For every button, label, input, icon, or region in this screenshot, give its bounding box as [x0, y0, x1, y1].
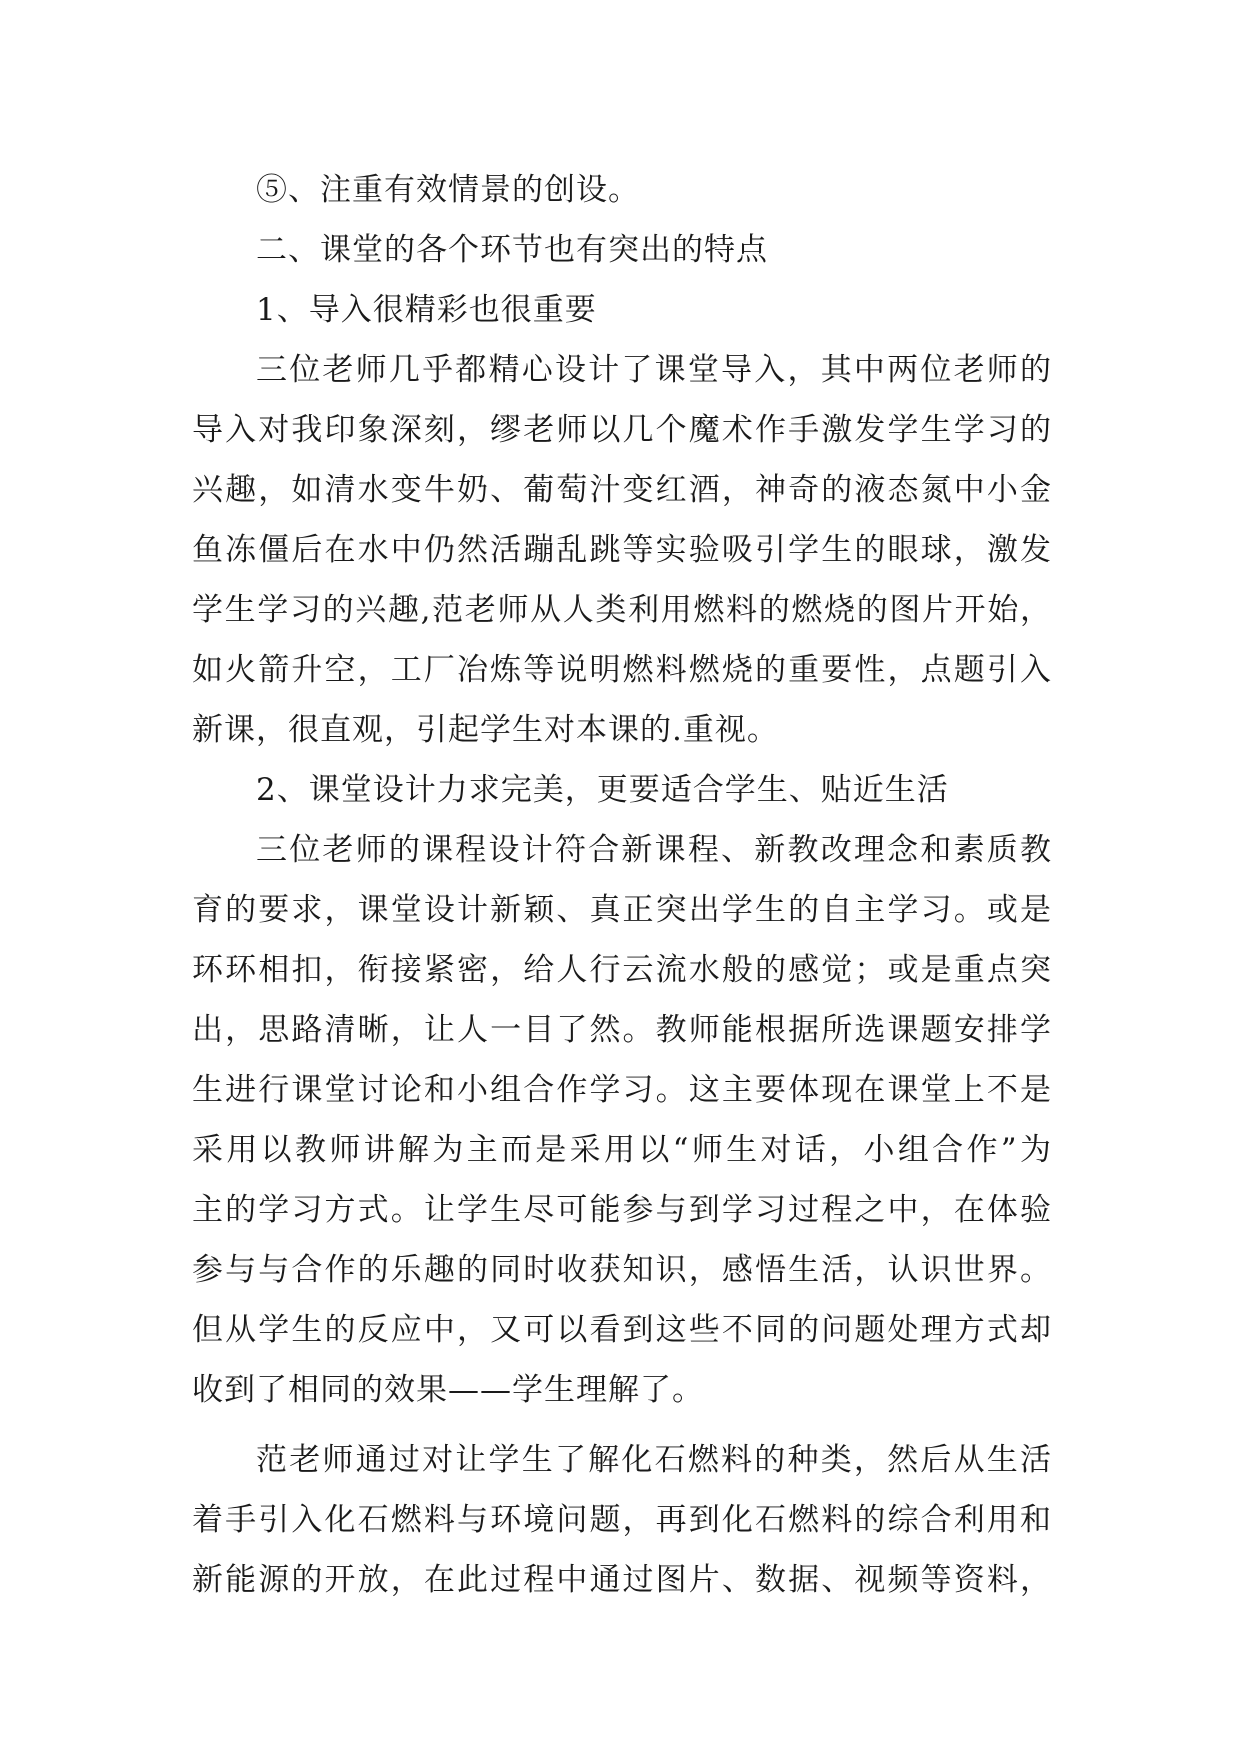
paragraph-line: 三位老师几乎都精心设计了课堂导入，其中两位老师的 [256, 352, 1052, 388]
paragraph-fan [192, 1430, 1052, 1610]
document-body [192, 160, 1052, 1610]
paragraph-line: 主的学习方式。让学生尽可能参与到学习过程之中，在体验 [192, 1192, 1052, 1228]
paragraph-gap [192, 1420, 1052, 1430]
paragraph-line: 收到了相同的效果——学生理解了。 [192, 1372, 704, 1408]
paragraph-line: 兴趣，如清水变牛奶、葡萄汁变红酒，神奇的液态氮中小金 [192, 472, 1052, 508]
paragraph-line: 导入对我印象深刻，缪老师以几个魔术作手激发学生学习的 [192, 412, 1052, 448]
paragraph-line: 出，思路清晰，让人一目了然。教师能根据所选课题安排学 [192, 1012, 1052, 1048]
paragraph-line: 但从学生的反应中，又可以看到这些不同的问题处理方式却 [192, 1312, 1052, 1348]
paragraph-line: 育的要求，课堂设计新颖、真正突出学生的自主学习。或是 [192, 892, 1052, 928]
paragraph-design [192, 820, 1052, 1420]
section-heading: 二、课堂的各个环节也有突出的特点 [256, 232, 768, 268]
paragraph-line: 新课，很直观，引起学生对本课的.重视。 [192, 712, 779, 748]
paragraph-intro [192, 340, 1052, 760]
paragraph-line: 参与与合作的乐趣的同时收获知识，感悟生活，认识世界。 [192, 1252, 1052, 1288]
paragraph-line: 鱼冻僵后在水中仍然活蹦乱跳等实验吸引学生的眼球，激发 [192, 532, 1052, 568]
paragraph-line: 新能源的开放，在此过程中通过图片、数据、视频等资料， [192, 1562, 1052, 1598]
heading-line: ⑤、注重有效情景的创设。 [256, 172, 640, 208]
paragraph-line: 着手引入化石燃料与环境问题，再到化石燃料的综合利用和 [192, 1502, 1052, 1538]
paragraph-line: 采用以教师讲解为主而是采用以“师生对话，小组合作”为 [192, 1132, 1052, 1168]
subsection-heading: 1、导入很精彩也很重要 [256, 292, 597, 328]
paragraph-line: 学生学习的兴趣,范老师从人类利用燃料的燃烧的图片开始， [192, 592, 1052, 628]
paragraph-line: 三位老师的课程设计符合新课程、新教改理念和素质教 [256, 832, 1052, 868]
subsection-heading: 2、课堂设计力求完美，更要适合学生、贴近生活 [256, 772, 949, 808]
paragraph-line: 环环相扣，衔接紧密，给人行云流水般的感觉；或是重点突 [192, 952, 1052, 988]
paragraph-line: 生进行课堂讨论和小组合作学习。这主要体现在课堂上不是 [192, 1072, 1052, 1108]
paragraph-line: 范老师通过对让学生了解化石燃料的种类，然后从生活 [256, 1442, 1052, 1478]
paragraph-line: 如火箭升空，工厂冶炼等说明燃料燃烧的重要性，点题引入 [192, 652, 1052, 688]
